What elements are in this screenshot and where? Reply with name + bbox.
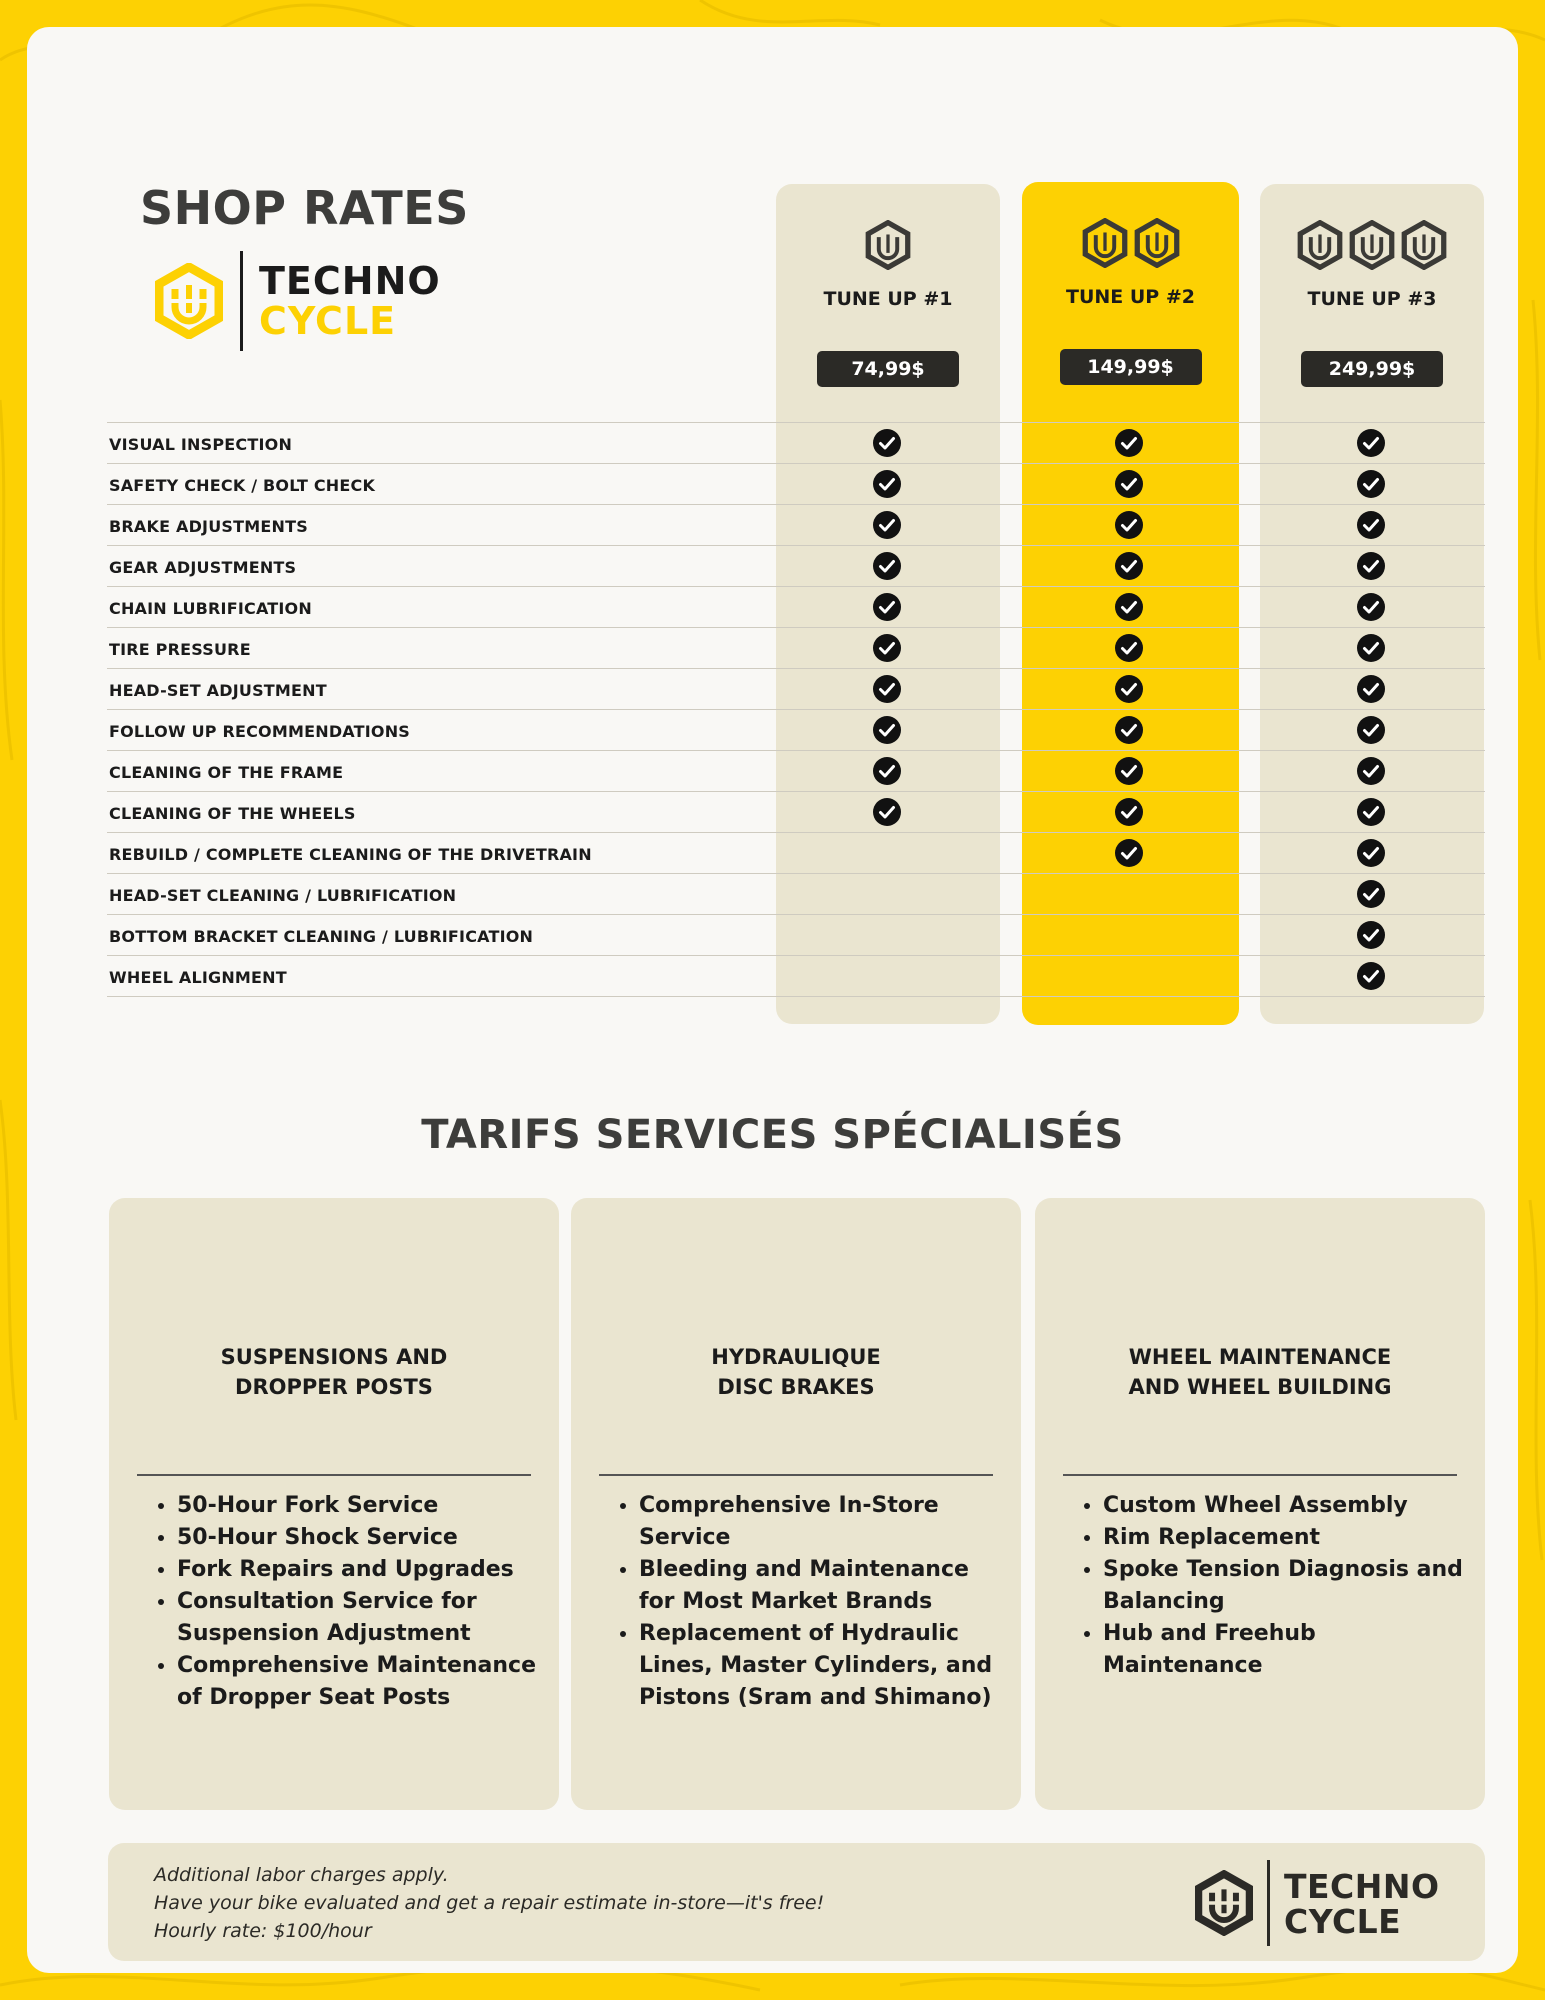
hexagon-u-logo-icon xyxy=(865,220,911,270)
service-card-title: HYDRAULIQUE DISC BRAKES xyxy=(711,1345,881,1399)
tier-3-icons xyxy=(1260,220,1484,276)
feature-row xyxy=(107,874,1485,915)
feature-label: CHAIN LUBRIFICATION xyxy=(109,599,312,618)
service-card-title: WHEEL MAINTENANCE AND WHEEL BUILDING xyxy=(1128,1345,1392,1399)
specialized-title: TARIFS SERVICES SPÉCIALISÉS xyxy=(421,1112,1124,1158)
checkmark-icon xyxy=(873,593,901,621)
checkmark-icon xyxy=(1357,839,1385,867)
brand-name-line2: CYCLE xyxy=(1284,1902,1402,1941)
hexagon-u-logo-icon xyxy=(1134,218,1180,268)
footer-brand-logo xyxy=(1195,1860,1455,1946)
service-item: • Fork Repairs and Upgrades xyxy=(177,1554,537,1586)
brand-separator xyxy=(1267,1860,1270,1946)
tier-1-name: TUNE UP #1 xyxy=(823,288,953,310)
feature-label: CLEANING OF THE WHEELS xyxy=(109,804,356,823)
feature-row xyxy=(107,505,1485,546)
checkmark-icon xyxy=(1357,757,1385,785)
checkmark-icon xyxy=(1357,675,1385,703)
footer-note: Have your bike evaluated and get a repair estimate in-store—it's free! xyxy=(154,1892,825,1914)
service-item: • Hub and Freehub Maintenance xyxy=(1103,1618,1463,1682)
checkmark-icon xyxy=(1357,880,1385,908)
checkmark-icon xyxy=(873,634,901,662)
feature-row xyxy=(107,710,1485,751)
feature-row xyxy=(107,833,1485,874)
tier-3-price-badge: 249,99$ xyxy=(1301,351,1443,387)
checkmark-icon xyxy=(1115,839,1143,867)
service-item: • Replacement of Hydraulic Lines, Master Cylinders, and Pistons (Sram and Shimano) xyxy=(639,1618,999,1714)
checkmark-icon xyxy=(1115,593,1143,621)
hexagon-u-logo-icon xyxy=(1349,220,1395,270)
checkmark-icon xyxy=(1115,798,1143,826)
service-card-title: SUSPENSIONS AND DROPPER POSTS xyxy=(220,1345,448,1399)
service-item: • Comprehensive Maintenance of Dropper Seat Posts xyxy=(177,1650,537,1714)
brand-name-line1: TECHNO xyxy=(259,259,441,303)
feature-table xyxy=(107,422,1485,997)
checkmark-icon xyxy=(873,798,901,826)
feature-row xyxy=(107,546,1485,587)
checkmark-icon xyxy=(1357,593,1385,621)
service-item: • 50-Hour Fork Service xyxy=(177,1490,537,1522)
rates-card xyxy=(27,27,1518,1973)
hexagon-u-logo-icon xyxy=(155,263,223,339)
service-item: • Custom Wheel Assembly xyxy=(1103,1490,1463,1522)
divider xyxy=(1063,1474,1457,1476)
tier-2-icons xyxy=(1022,218,1239,274)
feature-label: SAFETY CHECK / BOLT CHECK xyxy=(109,476,376,495)
tier-1-price-badge: 74,99$ xyxy=(817,351,959,387)
tier-2-name: TUNE UP #2 xyxy=(1066,286,1195,308)
service-item: • Spoke Tension Diagnosis and Balancing xyxy=(1103,1554,1463,1618)
feature-row xyxy=(107,464,1485,505)
feature-row xyxy=(107,956,1485,997)
checkmark-icon xyxy=(1357,716,1385,744)
brand-name-line1: TECHNO xyxy=(1284,1867,1440,1906)
checkmark-icon xyxy=(873,757,901,785)
hexagon-u-logo-icon xyxy=(1401,220,1447,270)
checkmark-icon xyxy=(873,470,901,498)
checkmark-icon xyxy=(873,675,901,703)
feature-label: WHEEL ALIGNMENT xyxy=(109,968,287,987)
page-title: SHOP RATES xyxy=(140,181,469,235)
checkmark-icon xyxy=(873,716,901,744)
service-card-wheels xyxy=(1035,1198,1485,1810)
brand-logo xyxy=(155,251,475,351)
feature-label: CLEANING OF THE FRAME xyxy=(109,763,344,782)
checkmark-icon xyxy=(1115,429,1143,457)
feature-label: GEAR ADJUSTMENTS xyxy=(109,558,297,577)
service-item: • 50-Hour Shock Service xyxy=(177,1522,537,1554)
tier-3-name: TUNE UP #3 xyxy=(1307,288,1437,310)
feature-row xyxy=(107,751,1485,792)
checkmark-icon xyxy=(1357,798,1385,826)
feature-row xyxy=(107,587,1485,628)
checkmark-icon xyxy=(1115,552,1143,580)
checkmark-icon xyxy=(1115,511,1143,539)
service-item: • Comprehensive In-Store Service xyxy=(639,1490,999,1554)
checkmark-icon xyxy=(1115,470,1143,498)
checkmark-icon xyxy=(1115,675,1143,703)
divider xyxy=(599,1474,993,1476)
hexagon-u-logo-icon xyxy=(1195,1870,1253,1936)
feature-label: TIRE PRESSURE xyxy=(109,640,251,659)
feature-label: BRAKE ADJUSTMENTS xyxy=(109,517,308,536)
checkmark-icon xyxy=(1115,634,1143,662)
checkmark-icon xyxy=(873,552,901,580)
checkmark-icon xyxy=(1357,962,1385,990)
feature-row xyxy=(107,792,1485,833)
service-item: • Rim Replacement xyxy=(1103,1522,1463,1554)
service-list xyxy=(615,1490,999,1714)
service-item: • Bleeding and Maintenance for Most Market Brands xyxy=(639,1554,999,1618)
feature-row xyxy=(107,915,1485,956)
checkmark-icon xyxy=(1357,634,1385,662)
checkmark-icon xyxy=(1357,429,1385,457)
tier-1-icons xyxy=(776,220,1000,276)
service-list xyxy=(1079,1490,1463,1682)
brand-name-line2: CYCLE xyxy=(259,299,397,343)
service-card-brakes xyxy=(571,1198,1021,1810)
hexagon-u-logo-icon xyxy=(1082,218,1128,268)
feature-label: REBUILD / COMPLETE CLEANING OF THE DRIVETRAIN xyxy=(109,845,592,864)
footer-notes xyxy=(154,1861,824,1945)
checkmark-icon xyxy=(873,429,901,457)
checkmark-icon xyxy=(1357,921,1385,949)
divider xyxy=(137,1474,531,1476)
feature-label: HEAD-SET CLEANING / LUBRIFICATION xyxy=(109,886,457,905)
feature-label: VISUAL INSPECTION xyxy=(109,435,293,454)
checkmark-icon xyxy=(1357,470,1385,498)
service-item: • Consultation Service for Suspension Adjustment xyxy=(177,1586,537,1650)
service-list xyxy=(153,1490,537,1714)
feature-row xyxy=(107,669,1485,710)
checkmark-icon xyxy=(1357,511,1385,539)
brand-separator xyxy=(240,251,243,351)
checkmark-icon xyxy=(1115,716,1143,744)
feature-label: BOTTOM BRACKET CLEANING / LUBRIFICATION xyxy=(109,927,534,946)
checkmark-icon xyxy=(1115,757,1143,785)
feature-label: HEAD-SET ADJUSTMENT xyxy=(109,681,327,700)
tier-2-price-badge: 149,99$ xyxy=(1060,349,1202,385)
footer-panel xyxy=(108,1843,1485,1961)
checkmark-icon xyxy=(1357,552,1385,580)
hexagon-u-logo-icon xyxy=(1297,220,1343,270)
footer-note: Hourly rate: $100/hour xyxy=(154,1920,372,1942)
service-card-suspensions xyxy=(109,1198,559,1810)
feature-label: FOLLOW UP RECOMMENDATIONS xyxy=(109,722,411,741)
checkmark-icon xyxy=(873,511,901,539)
feature-row xyxy=(107,423,1485,464)
footer-note: Additional labor charges apply. xyxy=(154,1864,449,1886)
feature-row xyxy=(107,628,1485,669)
